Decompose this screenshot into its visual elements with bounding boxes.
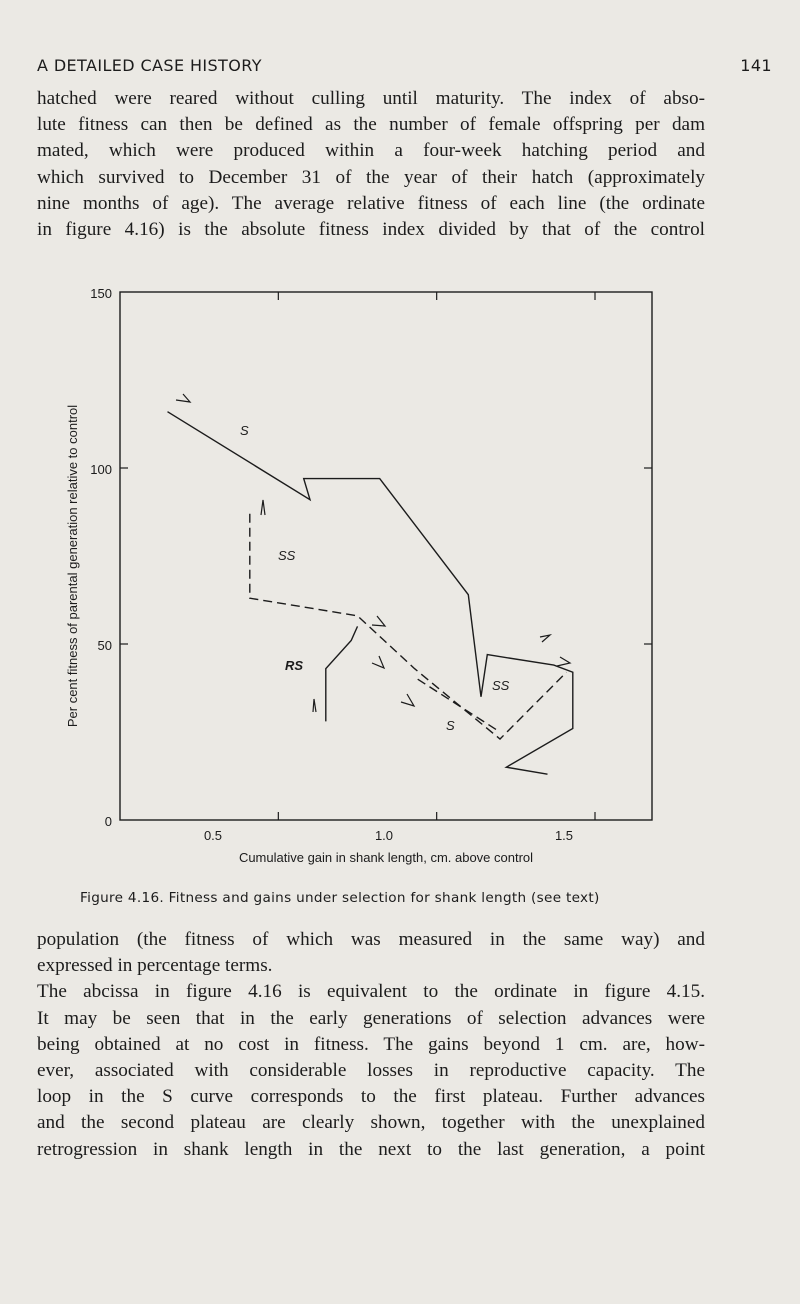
text-line: ever, associated with considerable losses in reproductive capacity. The bbox=[37, 1059, 705, 1081]
text-line: population (the fitness of which was measured in the same way) and bbox=[37, 929, 705, 950]
curve-label-s: S bbox=[446, 718, 455, 733]
curve-label-ss: SS bbox=[278, 548, 296, 563]
y-tick-label: 0 bbox=[104, 814, 112, 829]
y-axis-title: Per cent fitness of parental generation relative to control bbox=[65, 404, 80, 728]
text-line: which survived to December 31 of the year of their hatch (approximately bbox=[37, 166, 705, 188]
arrow-head bbox=[540, 635, 550, 642]
paragraph-top bbox=[37, 86, 705, 243]
arrow-head bbox=[176, 394, 190, 402]
text-line: mated, which were produced within a four-week hatching period and bbox=[37, 140, 705, 162]
curve-label-ss: SS bbox=[492, 678, 510, 693]
curve-label-rs: RS bbox=[285, 658, 304, 673]
figure-4-16-chart bbox=[0, 270, 800, 870]
y-tick-label: 50 bbox=[97, 638, 112, 653]
text-line: retrogression in shank length in the next to the last generation, a point bbox=[37, 1138, 705, 1160]
curve-label-s: S bbox=[240, 423, 249, 438]
text-line: loop in the S curve corresponds to the first plateau. Further advances bbox=[37, 1086, 705, 1108]
y-tick-label: 150 bbox=[90, 286, 112, 301]
page-number: 141 bbox=[740, 56, 772, 75]
series-line-s bbox=[168, 412, 573, 775]
text-line: nine months of age). The average relative fitness of each line (the ordinate bbox=[37, 192, 705, 214]
arrow-head bbox=[261, 500, 265, 515]
text-line: expressed in percentage terms. bbox=[37, 955, 273, 977]
arrow-head bbox=[401, 694, 414, 706]
x-axis-title: Cumulative gain in shank length, cm. above control bbox=[238, 850, 534, 865]
series-line-ss bbox=[250, 514, 567, 739]
series-line-rs bbox=[326, 626, 358, 721]
x-tick-label: 1.0 bbox=[374, 828, 394, 843]
x-tick-label: 1.5 bbox=[554, 828, 574, 843]
text-line: in figure 4.16) is the absolute fitness index divided by that of the control bbox=[37, 218, 705, 240]
series-line-s bbox=[418, 679, 500, 732]
arrow-head bbox=[372, 616, 385, 626]
running-head-title: A DETAILED CASE HISTORY bbox=[37, 56, 262, 75]
text-line: The abcissa in figure 4.16 is equivalent to the ordinate in figure 4.15. bbox=[37, 981, 705, 1003]
y-tick-label: 100 bbox=[90, 462, 112, 477]
axis-ticks bbox=[120, 292, 652, 820]
text-line: lute fitness can then be defined as the number of female offspring per dam bbox=[37, 114, 705, 136]
direction-arrows bbox=[176, 394, 570, 712]
text-line: hatched were reared without culling until maturity. The index of abso- bbox=[37, 88, 705, 109]
x-tick-label: 0.5 bbox=[203, 828, 223, 843]
series-group bbox=[168, 412, 573, 775]
text-line: and the second plateau are clearly shown, together with the unexplained bbox=[37, 1112, 705, 1134]
text-line: being obtained at no cost in fitness. The gains beyond 1 cm. are, how- bbox=[37, 1033, 705, 1055]
arrow-head bbox=[557, 657, 570, 666]
arrow-head bbox=[372, 656, 384, 668]
paragraph-bottom bbox=[37, 927, 705, 1163]
plot-frame bbox=[120, 292, 652, 820]
text-line: It may be seen that in the early generations of selection advances were bbox=[37, 1007, 705, 1029]
figure-caption: Figure 4.16. Fitness and gains under selection for shank length (see text) bbox=[80, 890, 600, 906]
arrow-head bbox=[313, 699, 316, 712]
